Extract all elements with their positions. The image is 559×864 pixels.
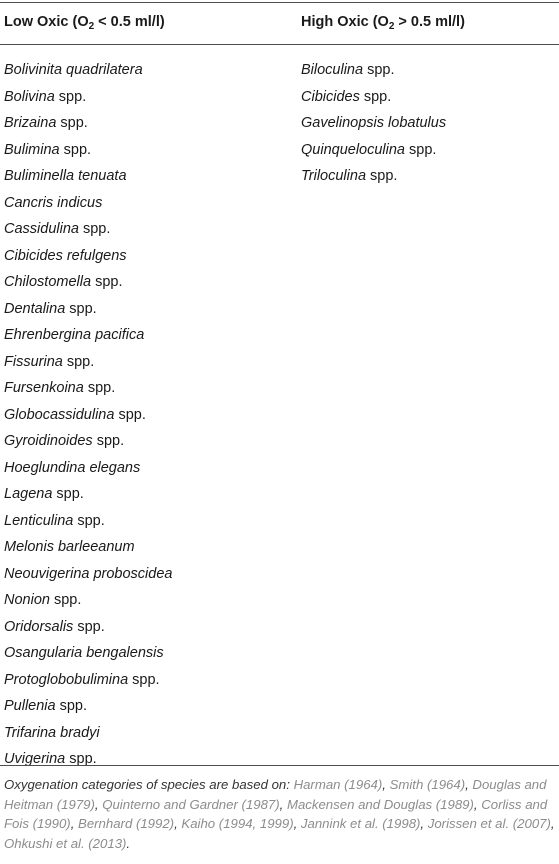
species-name: Chilostomella (4, 274, 92, 290)
species-item (4, 693, 172, 720)
species-suffix: spp. (405, 141, 437, 158)
species-item (4, 322, 172, 349)
species-name: Biloculina (301, 62, 364, 78)
species-suffix: spp. (52, 486, 84, 502)
species-item (4, 587, 172, 614)
reference-separator: , (174, 816, 182, 831)
species-item (4, 190, 172, 217)
species-suffix: spp. (366, 168, 398, 184)
species-item (4, 455, 172, 482)
reference-separator: , (550, 816, 555, 831)
species-suffix: spp. (55, 698, 88, 714)
species-name: Osangularia bengalensis (4, 645, 164, 661)
species-item (301, 57, 446, 84)
species-name: Dentalina (4, 300, 66, 317)
reference-link[interactable]: Jorissen et al. (2007) (427, 816, 551, 831)
species-name: Neouvigerina proboscidea (4, 565, 173, 582)
species-name: Oridorsalis (4, 618, 74, 635)
species-item (4, 720, 172, 747)
species-name: Pullenia (4, 698, 56, 714)
species-name: Bulimina (4, 141, 60, 158)
species-item (4, 640, 172, 667)
species-suffix: spp. (114, 406, 146, 423)
species-item (4, 84, 172, 111)
species-name: Gyroidinoides (4, 433, 93, 449)
reference-separator: , (293, 816, 301, 831)
species-item (4, 296, 172, 323)
reference-separator: , (473, 796, 482, 812)
species-name: Globocassidulina (4, 406, 115, 423)
species-item (4, 216, 172, 243)
column-header-high-oxic: High Oxic ($O_2 > 0.5$ ml/l) (301, 14, 465, 32)
species-suffix: spp. (62, 353, 95, 370)
species-name: Lenticulina (4, 512, 74, 529)
species-name: Bolivina (4, 88, 55, 105)
species-name: Lagena (4, 486, 53, 502)
species-suffix: spp. (78, 221, 111, 237)
species-suffix: spp. (359, 88, 392, 105)
species-name: Trifarina bradyi (4, 724, 100, 741)
species-item (4, 746, 172, 773)
reference-separator: , (279, 796, 287, 812)
species-name: Brizaina (4, 115, 57, 131)
reference-separator: , (70, 816, 79, 831)
species-name: Fursenkoina (4, 380, 84, 396)
species-suffix: spp. (54, 88, 87, 105)
species-item (4, 481, 172, 508)
reference-link[interactable]: Jannink et al. (1998) (300, 816, 421, 831)
species-suffix: spp. (49, 592, 82, 608)
species-name: Fissurina (4, 353, 63, 370)
species-item (4, 667, 172, 694)
species-name: Gavelinopsis lobatulus (301, 115, 447, 131)
species-suffix: spp. (59, 141, 92, 158)
reference-link[interactable]: Quinterno and Gardner (1987) (102, 796, 280, 812)
species-item (4, 57, 172, 84)
species-item (4, 508, 172, 535)
species-suffix: spp. (73, 512, 105, 529)
species-name: Triloculina (301, 168, 367, 184)
species-suffix: spp. (56, 115, 88, 131)
column-header-low-oxic: Low Oxic ($O_2 < 0.5$ ml/l) (4, 14, 165, 32)
table-top-rule (0, 2, 559, 3)
reference-link[interactable]: Smith (1964) (389, 777, 466, 792)
footnote-lead: Oxygenation categories of species are based on: (4, 777, 294, 792)
species-item (4, 110, 172, 137)
species-name: Buliminella tenuata (4, 168, 127, 184)
species-name: Hoeglundina elegans (4, 459, 141, 476)
species-name: Quinqueloculina (301, 141, 405, 158)
species-suffix: spp. (65, 300, 97, 317)
table-bottom-rule (0, 765, 559, 766)
species-name: Cibicides (301, 88, 360, 105)
reference-separator: , (420, 816, 428, 831)
species-name: Cassidulina (4, 221, 79, 237)
species-item (4, 349, 172, 376)
species-name: Protoglobobulimina (4, 671, 129, 688)
species-item (4, 243, 172, 270)
species-item (301, 84, 446, 111)
species-suffix: spp. (65, 751, 97, 767)
species-item (4, 402, 172, 429)
species-suffix: spp. (83, 380, 116, 396)
species-item (4, 375, 172, 402)
reference-link[interactable]: Mackensen and Douglas (1989) (286, 796, 474, 812)
species-suffix: spp. (91, 274, 123, 290)
species-item (4, 534, 172, 561)
reference-link[interactable]: Ohkushi et al. (2013) (4, 835, 127, 851)
species-name: Melonis barleeanum (4, 539, 135, 555)
species-item (4, 428, 172, 455)
table-footnote (4, 775, 556, 853)
species-item (4, 163, 172, 190)
species-suffix: spp. (92, 433, 125, 449)
species-item (4, 137, 172, 164)
species-item (4, 614, 172, 641)
species-item (301, 110, 446, 137)
reference-link[interactable]: Bernhard (1992) (78, 816, 175, 831)
reference-link[interactable]: Corliss and Fois (1990) (4, 796, 548, 831)
species-name: Bolivinita quadrilatera (4, 62, 143, 78)
species-item (4, 561, 172, 588)
species-name: Ehrenbergina pacifica (4, 327, 145, 343)
reference-link[interactable]: Harman (1964) (293, 777, 383, 792)
species-name: Uvigerina (4, 751, 66, 767)
species-item (4, 269, 172, 296)
reference-separator: . (126, 835, 131, 851)
reference-link[interactable]: Kaiho (1994, 1999) (181, 816, 294, 831)
high-oxic-species-list (301, 57, 446, 190)
species-name: Nonion (4, 592, 50, 608)
species-item (301, 137, 446, 164)
reference-separator: , (465, 777, 473, 792)
low-oxic-species-list (4, 57, 172, 773)
species-name: Cancris indicus (4, 194, 103, 211)
species-suffix: spp. (128, 671, 160, 688)
species-name: Cibicides refulgens (4, 247, 127, 264)
species-suffix: spp. (363, 62, 395, 78)
reference-separator: , (382, 777, 390, 792)
species-suffix: spp. (73, 618, 105, 635)
reference-link[interactable]: Douglas and Heitman (1979) (4, 777, 547, 812)
header-rule (0, 44, 559, 45)
species-item (301, 163, 446, 190)
reference-separator: , (94, 796, 103, 812)
